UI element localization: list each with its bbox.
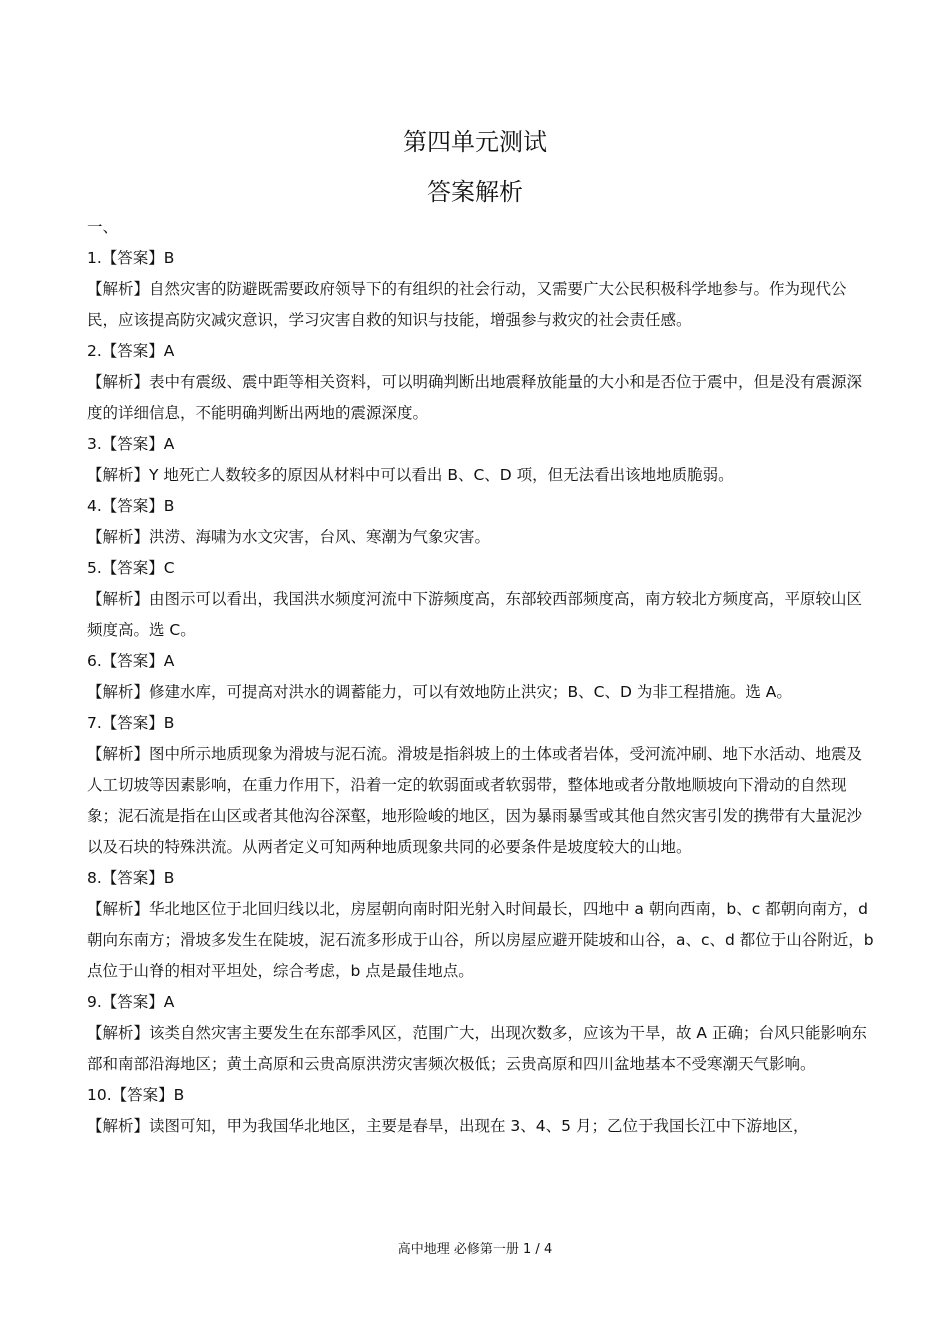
answer-item-1 <box>87 243 877 336</box>
answer-item-8 <box>87 863 877 987</box>
section-label: 一、 <box>87 218 119 236</box>
analysis-text: 【解析】表中有震级、震中距等相关资料，可以明确判断出地震释放能量的大小和是否位于震中，但是没有震源深度的详细信息，不能明确判断出两地的震源深度。 <box>87 373 863 422</box>
analysis-text: 【解析】修建水库，可提高对洪水的调蓄能力，可以有效地防止洪灾；B、C、D 为非工程措施。选 A。 <box>87 683 792 701</box>
answer-line: 2.【答案】A <box>87 342 175 360</box>
answer-item-6 <box>87 646 877 708</box>
answer-item-7 <box>87 708 877 863</box>
analysis-text: 【解析】由图示可以看出，我国洪水频度河流中下游频度高，东部较西部频度高，南方较北方频度高，平原较山区频度高。选 C。 <box>87 590 863 639</box>
page-subtitle: 答案解析 <box>427 178 523 206</box>
answer-line: 1.【答案】B <box>87 249 175 267</box>
answer-line: 9.【答案】A <box>87 993 175 1011</box>
answer-item-9 <box>87 987 877 1080</box>
answer-item-2 <box>87 336 877 429</box>
analysis-text: 【解析】Y 地死亡人数较多的原因从材料中可以看出 B、C、D 项，但无法看出该地地质脆弱。 <box>87 466 734 484</box>
analysis-text: 【解析】读图可知，甲为我国华北地区，主要是春旱，出现在 3、4、5 月；乙位于我国长江中下游地区， <box>87 1117 809 1135</box>
answer-item-5 <box>87 553 877 646</box>
page-title: 第四单元测试 <box>403 128 547 156</box>
answer-line: 4.【答案】B <box>87 497 175 515</box>
answer-line: 8.【答案】B <box>87 869 175 887</box>
answer-item-4 <box>87 491 877 553</box>
analysis-text: 【解析】图中所示地质现象为滑坡与泥石流。滑坡是指斜坡上的土体或者岩体，受河流冲刷、地下水活动、地震及人工切坡等因素影响，在重力作用下，沿着一定的软弱面或者软弱带，整体地或者分散地顺坡向下滑动的自然现象；泥石流是指在山区或者其他沟谷深壑，地形险峻的地区，因为暴雨暴雪或其他自然灾害引发的携带有大量泥沙以及石块的特殊洪流。从两者定义可知两种地质现象共同的必要条件是坡度较大的山地。 <box>87 745 863 856</box>
answer-line: 6.【答案】A <box>87 652 175 670</box>
answer-list <box>87 212 877 1142</box>
answer-line: 10.【答案】B <box>87 1086 185 1104</box>
page-footer: 高中地理 必修第一册 1 / 4 <box>397 1242 553 1257</box>
answer-line: 7.【答案】B <box>87 714 175 732</box>
analysis-text: 【解析】华北地区位于北回归线以北，房屋朝向南时阳光射入时间最长，四地中 a 朝向西南，b、c 都朝向南方，d 朝向东南方；滑坡多发生在陡坡，泥石流多形成于山谷，所以房屋应避开陡坡和山谷，a、c、d 都位于山谷附近，b 点位于山脊的相对平坦处，综合考虑，b 点是最佳地点。 <box>87 900 874 980</box>
analysis-text: 【解析】洪涝、海啸为水文灾害，台风、寒潮为气象灾害。 <box>87 528 491 546</box>
analysis-text: 【解析】该类自然灾害主要发生在东部季风区，范围广大，出现次数多，应该为干旱，故 A 正确；台风只能影响东部和南部沿海地区；黄土高原和云贵高原洪涝灾害频次极低；云贵高原和四川盆地基本不受寒潮天气影响。 <box>87 1024 867 1073</box>
analysis-text: 【解析】自然灾害的防避既需要政府领导下的有组织的社会行动，又需要广大公民积极科学地参与。作为现代公民，应该提高防灾减灾意识，学习灾害自救的知识与技能，增强参与救灾的社会责任感。 <box>87 280 847 329</box>
answer-line: 5.【答案】C <box>87 559 175 577</box>
answer-item-3 <box>87 429 877 491</box>
answer-line: 3.【答案】A <box>87 435 175 453</box>
answer-item-10 <box>87 1080 877 1142</box>
